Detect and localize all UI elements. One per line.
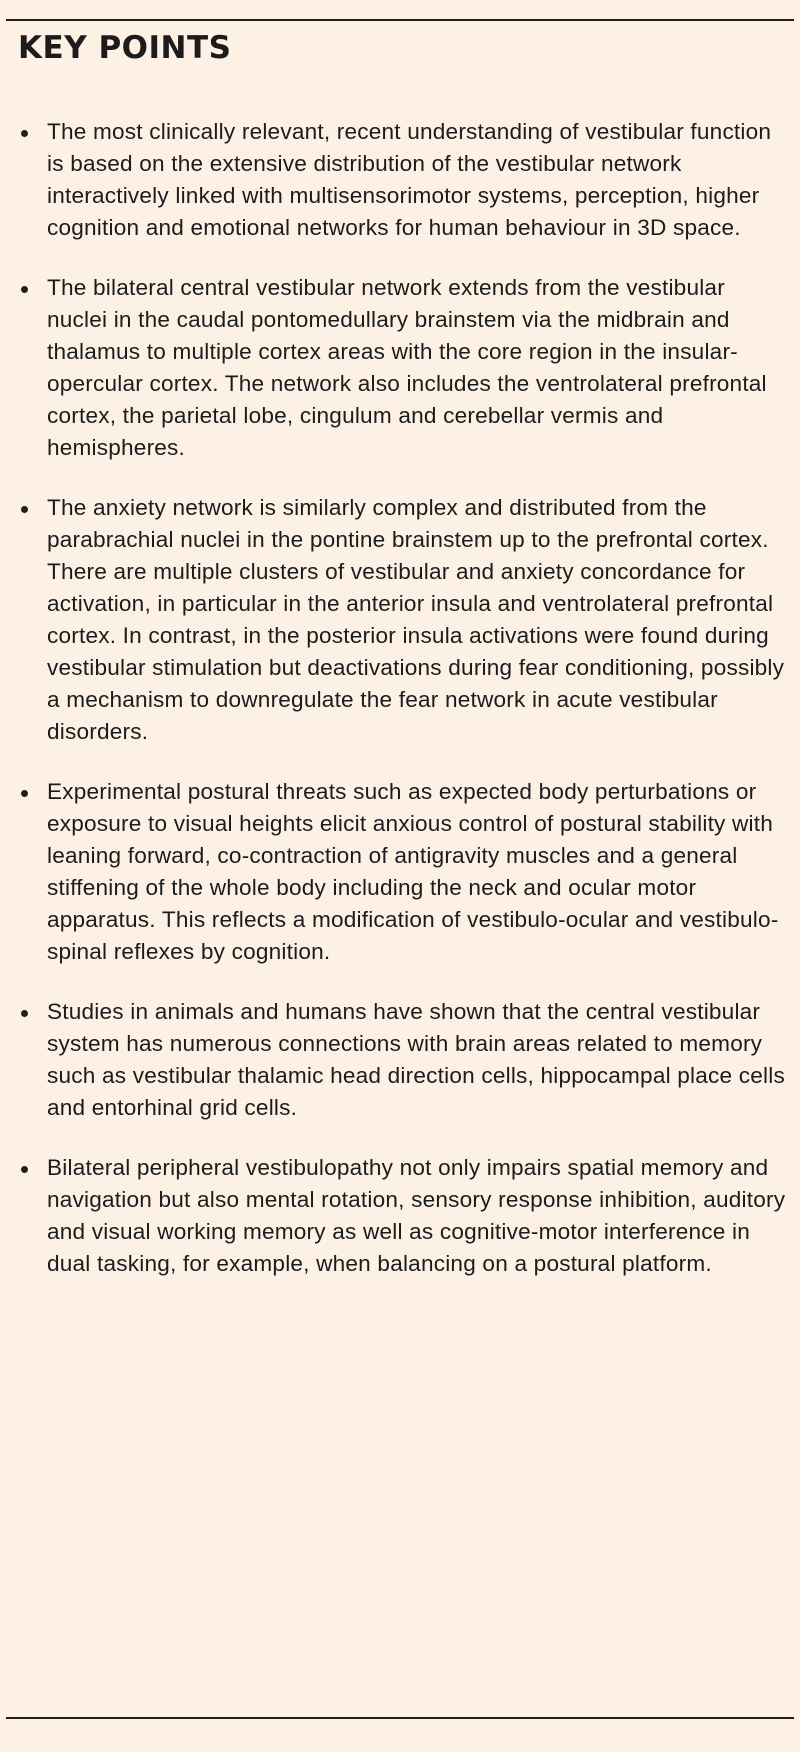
key-point-text: Studies in animals and humans have shown that the central vestibular system has numerous connections with brain areas related to memory such as vestibular thalamic head direction cells, hippocampal place cells and entorhinal grid cells. xyxy=(47,999,785,1120)
key-point-text: Experimental postural threats such as expected body perturbations or exposure to visual heights elicit anxious control of postural stability with leaning forward, co-contraction of antigravity muscles and a general stiffening of the whole body including the neck and ocular motor apparatus. This reflects a modification of vestibulo-ocular and vestibulo-spinal reflexes by cognition. xyxy=(47,779,779,964)
key-point-text: Bilateral peripheral vestibulopathy not only impairs spatial memory and navigation but also mental rotation, sensory response inhibition, auditory and visual working memory as well as cognitive-motor interference in dual tasking, for example, when balancing on a postural platform. xyxy=(47,1155,786,1276)
bullet-icon xyxy=(21,130,28,137)
bullet-icon xyxy=(21,1010,28,1017)
top-rule xyxy=(6,19,794,21)
key-point-text: The bilateral central vestibular network extends from the vestibular nuclei in the caudal pontomedullary brainstem via the midbrain and thalamus to multiple cortex areas with the core region in the insular-opercular cortex. The network also includes the ventrolateral prefrontal cortex, the parietal lobe, cingulum and cerebellar vermis and hemispheres. xyxy=(47,275,767,460)
key-point-text: The most clinically relevant, recent understanding of vestibular function is based on the extensive distribution of the vestibular network interactively linked with multisensorimotor systems, perception, higher cognition and emotional networks for human behaviour in 3D space. xyxy=(47,119,772,240)
bottom-rule xyxy=(6,1717,794,1719)
section-title: KEY POINTS xyxy=(18,30,232,66)
key-point-item xyxy=(18,492,788,748)
bullet-icon xyxy=(21,506,28,513)
key-point-item xyxy=(18,996,788,1124)
bullet-icon xyxy=(21,286,28,293)
key-point-text: The anxiety network is similarly complex and distributed from the parabrachial nuclei in the pontine brainstem up to the prefrontal cortex. There are multiple clusters of vestibular and anxiety concordance for activation, in particular in the anterior insula and ventrolateral prefrontal cortex. In contrast, in the posterior insula activations were found during vestibular stimulation but deactivations during fear conditioning, possibly a mechanism to downregulate the fear network in acute vestibular disorders. xyxy=(47,495,785,744)
key-point-item xyxy=(18,272,788,464)
bullet-icon xyxy=(21,790,28,797)
key-point-item xyxy=(18,1152,788,1280)
bullet-icon xyxy=(21,1166,28,1173)
key-points-list xyxy=(18,116,788,1308)
key-point-item xyxy=(18,776,788,968)
key-point-item xyxy=(18,116,788,244)
